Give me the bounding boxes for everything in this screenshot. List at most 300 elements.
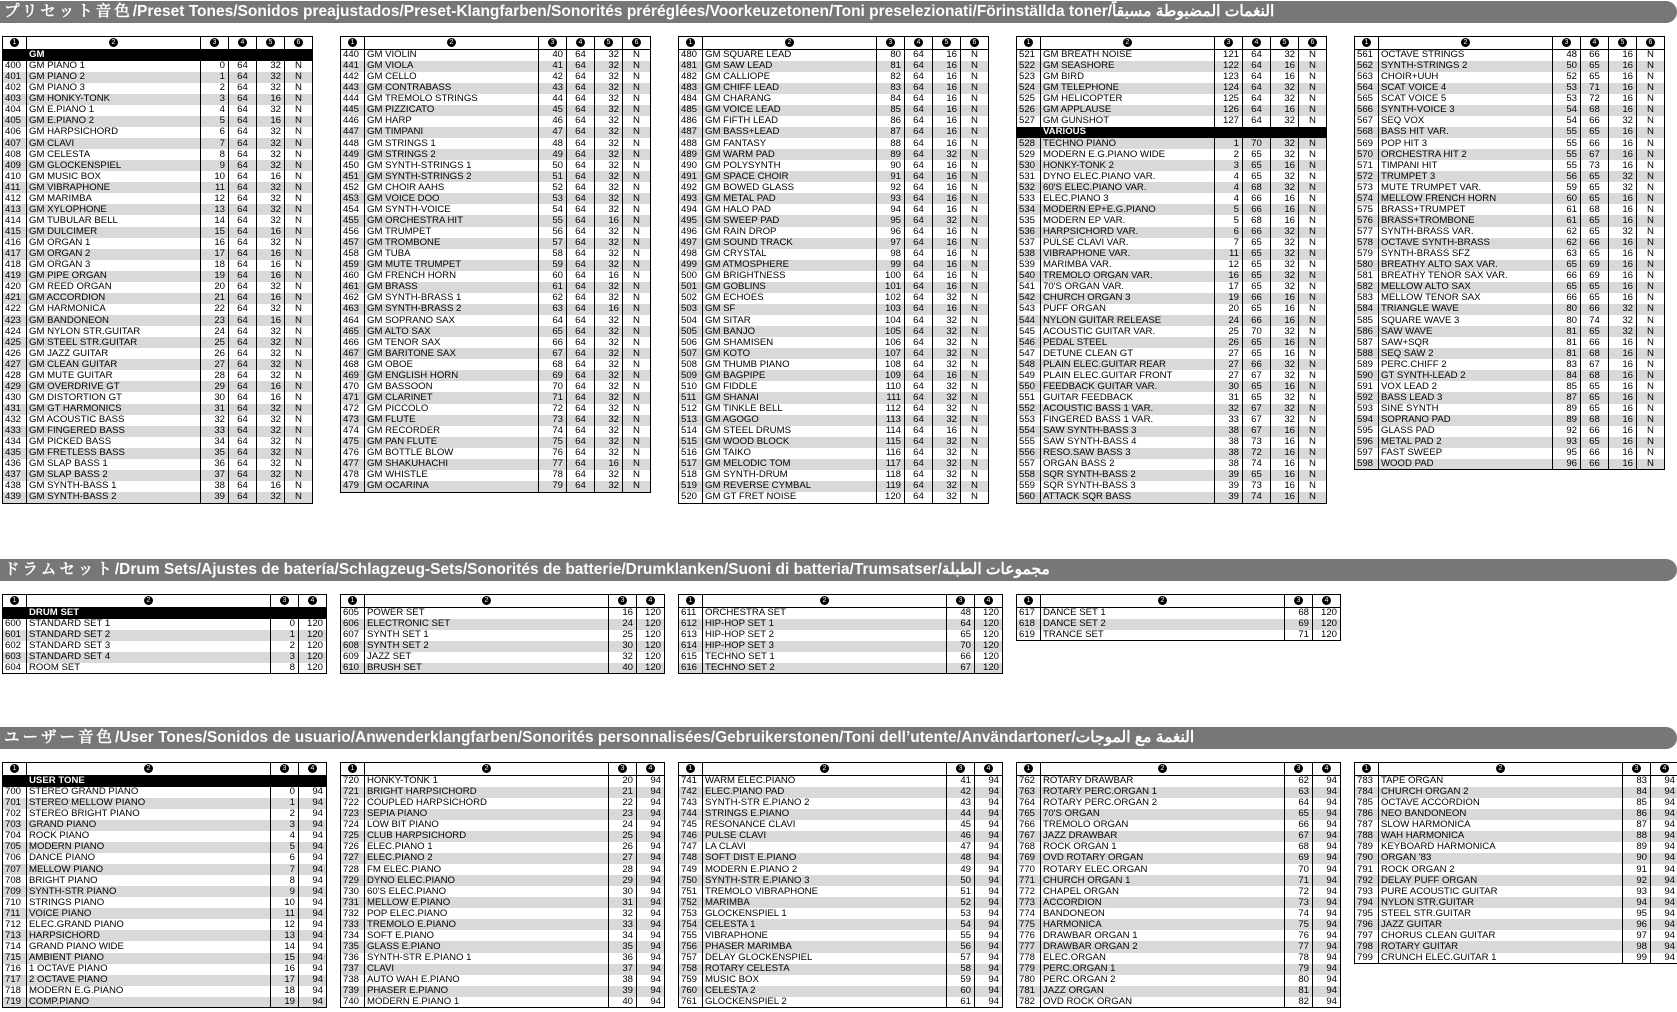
tone-value: 16	[1609, 105, 1637, 116]
tone-value: 32	[595, 249, 623, 260]
tone-value: 16	[1271, 105, 1299, 116]
tone-name: MODERN E.G.PIANO WIDE	[1041, 149, 1215, 160]
tone-number: 432	[3, 415, 27, 426]
tone-value: 120	[975, 652, 1003, 663]
tone-name: GM PIANO 1	[27, 61, 201, 72]
tone-value: 39	[1215, 481, 1243, 492]
tone-value: 68	[1581, 105, 1609, 116]
tone-value: 12	[201, 193, 229, 204]
table-row	[3, 105, 313, 116]
tone-value: 91	[1623, 864, 1651, 875]
tone-name: PHASER MARIMBA	[703, 941, 947, 952]
tone-name: ROTARY DRAWBAR	[1041, 776, 1285, 787]
tone-value: 64	[229, 193, 257, 204]
category-row	[1017, 127, 1327, 138]
tone-number: 409	[3, 160, 27, 171]
table-row	[1017, 608, 1341, 619]
table-row	[1017, 227, 1327, 238]
tone-value: 80	[1285, 975, 1313, 986]
tone-number: 571	[1355, 160, 1379, 171]
table-row	[1017, 831, 1341, 842]
tone-name: NYLON GUITAR RELEASE	[1041, 315, 1215, 326]
tone-value: 32	[1609, 304, 1637, 315]
tone-value: 68	[1243, 182, 1271, 193]
table-row	[1355, 370, 1665, 381]
tone-name: PLAIN ELEC.GUITAR REAR	[1041, 359, 1215, 370]
tone-value: 16	[257, 381, 285, 392]
tone-value: 32	[595, 481, 623, 492]
table-row	[1017, 986, 1341, 997]
tone-number: 408	[3, 149, 27, 160]
tone-value: N	[285, 492, 313, 503]
table-row	[679, 105, 989, 116]
table-row	[1017, 875, 1341, 886]
tone-number: 737	[341, 964, 365, 975]
tone-value: 32	[1271, 404, 1299, 415]
tone-value: N	[1299, 94, 1327, 105]
tone-value: 32	[257, 105, 285, 116]
tone-name: GM SYNTH-VOICE	[365, 204, 539, 215]
table-row	[341, 370, 651, 381]
tone-name: SOFT E.PIANO	[365, 930, 609, 941]
tone-value: 64	[567, 370, 595, 381]
tone-value: 65	[1581, 293, 1609, 304]
tone-number: 746	[679, 831, 703, 842]
tone-value: 39	[1215, 492, 1243, 503]
table-row	[3, 149, 313, 160]
tone-value: N	[1299, 105, 1327, 116]
tone-value: N	[623, 83, 651, 94]
table-row	[3, 787, 327, 798]
tone-value: 64	[229, 160, 257, 171]
tone-value: 64	[905, 238, 933, 249]
table-row	[1355, 72, 1665, 83]
tone-value: 11	[201, 182, 229, 193]
tone-name: DANCE SET 2	[1041, 619, 1285, 630]
tone-value: 94	[637, 975, 665, 986]
tone-value: N	[285, 470, 313, 481]
tone-value: N	[961, 160, 989, 171]
tone-number: 470	[341, 381, 365, 392]
tone-value: 94	[637, 853, 665, 864]
tone-value: 94	[1313, 919, 1341, 930]
tone-name: GM SITAR	[703, 315, 877, 326]
tone-value: N	[1299, 492, 1327, 503]
tone-name: LOW BIT PIANO	[365, 820, 609, 831]
table-row	[3, 326, 313, 337]
tone-value: 4	[201, 105, 229, 116]
banner-user-title: /User Tones/Sonidos de usuario/Anwenderklangfarben/Sonorités personnalisées/Gebruikerstonen/Toni dell’utente/Användartoner/النغمة مع الموجات	[115, 729, 1195, 746]
tone-number: 483	[679, 83, 703, 94]
tone-name: STRINGS E.PIANO	[703, 809, 947, 820]
tone-name: GLASS PAD	[1379, 426, 1553, 437]
tone-value: 32	[595, 61, 623, 72]
tone-number: 756	[679, 941, 703, 952]
tone-value: 94	[637, 941, 665, 952]
tone-number: 783	[1355, 776, 1379, 787]
tone-value: 32	[595, 470, 623, 481]
tone-value: 16	[1609, 127, 1637, 138]
tone-value: 94	[975, 919, 1003, 930]
tone-value: 87	[1623, 820, 1651, 831]
tone-value: N	[623, 348, 651, 359]
banner-preset-tones	[0, 1, 1677, 23]
tone-number: 781	[1017, 986, 1041, 997]
tone-value: 32	[1271, 227, 1299, 238]
tone-value: 64	[229, 392, 257, 403]
drum-3-table	[678, 594, 1003, 674]
column-marker: 5	[266, 38, 275, 47]
tone-value: 38	[1215, 459, 1243, 470]
tone-value: 32	[257, 492, 285, 503]
column-marker: 4	[576, 38, 585, 47]
tone-value: 64	[229, 271, 257, 282]
table-row	[341, 83, 651, 94]
tone-number: 728	[341, 864, 365, 875]
tone-value: 16	[933, 116, 961, 127]
tone-value: 30	[1215, 381, 1243, 392]
tone-name: SAW SYNTH-BASS 3	[1041, 426, 1215, 437]
tone-name: GM TUBULAR BELL	[27, 215, 201, 226]
tone-value: 68	[1581, 348, 1609, 359]
tone-value: N	[1299, 50, 1327, 61]
tone-number: 770	[1017, 864, 1041, 875]
tone-name: GM E.PIANO 2	[27, 116, 201, 127]
tone-number: 510	[679, 381, 703, 392]
tone-value: 65	[1553, 260, 1581, 271]
tone-value: N	[1299, 61, 1327, 72]
tone-value: 94	[975, 831, 1003, 842]
table-row	[3, 663, 327, 674]
tone-value: 32	[1271, 249, 1299, 260]
tone-value: N	[623, 61, 651, 72]
tone-name: GM PICKED BASS	[27, 437, 201, 448]
tone-value: 80	[1553, 315, 1581, 326]
tone-value: 32	[257, 83, 285, 94]
tone-value: 69	[1285, 853, 1313, 864]
tone-value: 18	[271, 986, 299, 997]
tone-name: GM BANJO	[703, 326, 877, 337]
tone-value: 64	[229, 415, 257, 426]
tone-value: 16	[1271, 481, 1299, 492]
tone-number: 708	[3, 875, 27, 886]
tone-name: FAST SWEEP	[1379, 448, 1553, 459]
tone-value: 83	[1623, 776, 1651, 787]
table-row	[3, 116, 313, 127]
table-row	[679, 652, 1003, 663]
tone-number: 508	[679, 359, 703, 370]
tone-value: 16	[1271, 215, 1299, 226]
tone-value: 94	[637, 919, 665, 930]
tone-value: N	[1299, 315, 1327, 326]
tone-value: 47	[947, 842, 975, 853]
tone-name: SAW SYNTH-BASS 4	[1041, 437, 1215, 448]
tone-number: 788	[1355, 831, 1379, 842]
tone-number: 779	[1017, 964, 1041, 975]
tone-value: 65	[1243, 337, 1271, 348]
tone-value: N	[1299, 415, 1327, 426]
tone-number: 492	[679, 182, 703, 193]
tone-value: N	[1637, 404, 1665, 415]
tone-value: 16	[933, 182, 961, 193]
tone-value: 52	[947, 897, 975, 908]
tone-value: 64	[567, 459, 595, 470]
tone-value: N	[961, 326, 989, 337]
tone-number: 466	[341, 337, 365, 348]
tone-value: 94	[1651, 820, 1677, 831]
tone-name: BRASS+TROMBONE	[1379, 215, 1553, 226]
column-marker: 4	[238, 38, 247, 47]
tone-number: 555	[1017, 437, 1041, 448]
tone-number: 500	[679, 271, 703, 282]
tone-value: 17	[271, 975, 299, 986]
tone-value: N	[1637, 238, 1665, 249]
table-row	[679, 238, 989, 249]
tone-value: 94	[637, 953, 665, 964]
category-row	[3, 608, 327, 619]
tone-value: N	[1637, 359, 1665, 370]
user-1-table	[2, 762, 327, 1008]
tone-value: 64	[567, 315, 595, 326]
table-row	[3, 919, 327, 930]
table-row	[341, 897, 665, 908]
tone-number: 700	[3, 787, 27, 798]
table-row	[1017, 50, 1327, 61]
tone-value: N	[623, 370, 651, 381]
tone-value: 64	[905, 404, 933, 415]
tone-value: 64	[567, 448, 595, 459]
tone-value: N	[285, 370, 313, 381]
tone-number: 562	[1355, 61, 1379, 72]
tone-name: STANDARD SET 4	[27, 652, 271, 663]
table-row	[3, 392, 313, 403]
tone-name: RESO.SAW BASS 3	[1041, 448, 1215, 459]
tone-value: N	[1299, 182, 1327, 193]
table-row	[679, 437, 989, 448]
tone-value: 32	[933, 437, 961, 448]
tone-name: GM ACCORDION	[27, 293, 201, 304]
column-marker: 2	[1461, 38, 1470, 47]
tone-value: 32	[933, 215, 961, 226]
tone-name: STEREO GRAND PIANO	[27, 787, 271, 798]
tone-name: SYNTH-BRASS VAR.	[1379, 227, 1553, 238]
tone-value: 94	[975, 975, 1003, 986]
tone-name: BRUSH SET	[365, 663, 609, 674]
tone-value: 29	[201, 381, 229, 392]
tone-number: 616	[679, 663, 703, 674]
tone-value: 64	[229, 149, 257, 160]
tone-name: WARM ELEC.PIANO	[703, 776, 947, 787]
table-row	[341, 415, 651, 426]
tone-value: 96	[1553, 459, 1581, 470]
tone-value: 64	[567, 249, 595, 260]
table-row	[3, 238, 313, 249]
tone-value: 45	[539, 105, 567, 116]
tone-number: 521	[1017, 50, 1041, 61]
tone-value: N	[623, 260, 651, 271]
tone-number: 524	[1017, 83, 1041, 94]
tone-value: 16	[1609, 404, 1637, 415]
table-row	[341, 953, 665, 964]
tone-value: 91	[877, 171, 905, 182]
tone-value: N	[623, 426, 651, 437]
tone-value: 64	[567, 171, 595, 182]
tone-value: 65	[1243, 160, 1271, 171]
category-row	[3, 50, 313, 61]
table-row	[679, 116, 989, 127]
tone-number: 418	[3, 260, 27, 271]
tone-number: 612	[679, 619, 703, 630]
tone-value: 16	[595, 215, 623, 226]
tone-value: 64	[905, 260, 933, 271]
tone-name: CHURCH ORGAN 3	[1041, 293, 1215, 304]
tone-value: 64	[229, 381, 257, 392]
tone-name: GM BIRD	[1041, 72, 1215, 83]
tone-value: 32	[257, 359, 285, 370]
tone-value: 70	[1285, 864, 1313, 875]
tone-value: 32	[595, 105, 623, 116]
tone-value: N	[1637, 260, 1665, 271]
tone-value: 120	[877, 492, 905, 503]
table-row	[341, 238, 651, 249]
table-row	[679, 798, 1003, 809]
tone-value: 67	[947, 663, 975, 674]
table-row	[1355, 83, 1665, 94]
tone-number: 545	[1017, 326, 1041, 337]
table-row	[1017, 271, 1327, 282]
tone-number: 422	[3, 304, 27, 315]
tone-name: GM NYLON STR.GUITAR	[27, 326, 201, 337]
tone-value: N	[285, 437, 313, 448]
tone-value: 94	[1651, 875, 1677, 886]
tone-name: OCTAVE ACCORDION	[1379, 798, 1623, 809]
table-row	[679, 359, 989, 370]
tone-value: 32	[609, 908, 637, 919]
tone-number: 488	[679, 138, 703, 149]
tone-number: 442	[341, 72, 365, 83]
tone-value: N	[1637, 304, 1665, 315]
tone-name: PERC.ORGAN 1	[1041, 964, 1285, 975]
tone-value: 94	[1313, 787, 1341, 798]
table-row	[1355, 448, 1665, 459]
tone-value: N	[1637, 215, 1665, 226]
tone-value: 64	[567, 404, 595, 415]
tone-value: N	[961, 149, 989, 160]
tone-value: 9	[201, 160, 229, 171]
table-row	[679, 641, 1003, 652]
table-row	[1355, 50, 1665, 61]
tone-value: 120	[299, 619, 327, 630]
tone-value: 64	[229, 348, 257, 359]
tone-value: 95	[877, 215, 905, 226]
tone-value: 66	[539, 337, 567, 348]
tone-number: 792	[1355, 875, 1379, 886]
tone-value: N	[961, 50, 989, 61]
tone-value: 32	[1271, 415, 1299, 426]
column-marker: 1	[348, 38, 357, 47]
tone-name: GM CHARANG	[703, 94, 877, 105]
tone-name: 70'S ORGAN	[1041, 809, 1285, 820]
tone-value: 32	[595, 94, 623, 105]
tone-number: 523	[1017, 72, 1041, 83]
tone-name: GM CONTRABASS	[365, 83, 539, 94]
tone-value: 27	[201, 359, 229, 370]
tone-name: SEQ SAW 2	[1379, 348, 1553, 359]
tone-value: 81	[1553, 337, 1581, 348]
tone-value: N	[1299, 337, 1327, 348]
tone-number: 799	[1355, 953, 1379, 964]
tone-value: 16	[933, 138, 961, 149]
tone-value: 94	[299, 930, 327, 941]
tone-name: GM SPACE CHOIR	[703, 171, 877, 182]
tone-value: N	[623, 171, 651, 182]
tone-value: 64	[905, 61, 933, 72]
tone-number: 796	[1355, 919, 1379, 930]
tone-number: 727	[341, 853, 365, 864]
tone-number: 502	[679, 293, 703, 304]
tone-number: 552	[1017, 404, 1041, 415]
tone-value: 64	[229, 315, 257, 326]
tone-value: 28	[201, 370, 229, 381]
tone-name: SYNTH-STRINGS 2	[1379, 61, 1553, 72]
table-row	[1017, 908, 1341, 919]
tone-value: 93	[1553, 437, 1581, 448]
table-row	[679, 171, 989, 182]
tone-value: 94	[975, 930, 1003, 941]
tone-value: 26	[201, 348, 229, 359]
tone-value: N	[285, 271, 313, 282]
column-marker: 1	[348, 596, 357, 605]
tone-value: 32	[257, 304, 285, 315]
tone-name: GM FANTASY	[703, 138, 877, 149]
table-row	[1355, 437, 1665, 448]
tone-value: 64	[567, 160, 595, 171]
tone-number: 427	[3, 359, 27, 370]
tone-value: 66	[1581, 448, 1609, 459]
tone-value: 22	[609, 798, 637, 809]
tone-number: 585	[1355, 315, 1379, 326]
tone-value: N	[285, 215, 313, 226]
tone-value: 63	[1553, 249, 1581, 260]
tone-name: OCTAVE STRINGS	[1379, 50, 1553, 61]
tone-value: 32	[595, 72, 623, 83]
tone-number: 437	[3, 470, 27, 481]
tone-number: 600	[3, 619, 27, 630]
tone-value: 16	[1271, 72, 1299, 83]
table-row	[1017, 315, 1327, 326]
tone-number: 541	[1017, 282, 1041, 293]
tone-number: 764	[1017, 798, 1041, 809]
tone-value: 94	[637, 997, 665, 1008]
tone-name: TIMPANI HIT	[1379, 160, 1553, 171]
tone-value: 48	[539, 138, 567, 149]
tone-value: 64	[1243, 50, 1271, 61]
table-row	[679, 470, 989, 481]
tone-value: 66	[1581, 116, 1609, 127]
tone-value: 32	[933, 470, 961, 481]
table-row	[1355, 426, 1665, 437]
tone-number: 454	[341, 204, 365, 215]
tone-value: 32	[1271, 370, 1299, 381]
tone-number: 731	[341, 897, 365, 908]
tone-value: 16	[257, 249, 285, 260]
tone-value: 16	[257, 116, 285, 127]
column-marker: 1	[1024, 596, 1033, 605]
tone-name: GRAND PIANO WIDE	[27, 941, 271, 952]
tone-value: 66	[1581, 426, 1609, 437]
tone-number: 778	[1017, 953, 1041, 964]
tone-value: 16	[933, 83, 961, 94]
